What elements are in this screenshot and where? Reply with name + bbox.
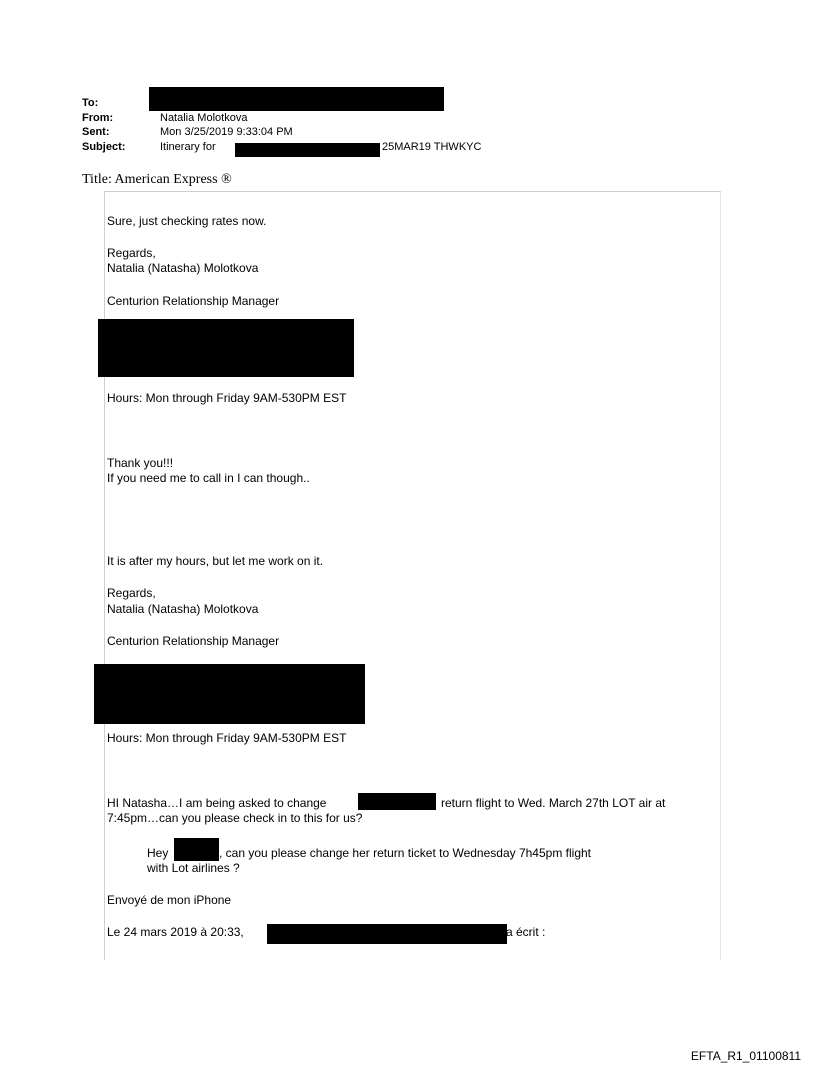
signature-name-1: Natalia (Natasha) Molotkova (107, 261, 259, 275)
redaction-to (149, 87, 444, 111)
change-ticket-line: , can you please change her return ticket to Wednesday 7h45pm flight (219, 846, 592, 860)
lot-airlines-line: with Lot airlines ? (147, 861, 240, 875)
hey-text: Hey (147, 846, 169, 860)
signature-name-2: Natalia (Natasha) Molotkova (107, 602, 259, 616)
subject-label: Subject: (82, 141, 126, 153)
hours-1: Hours: Mon through Friday 9AM-530PM EST (107, 391, 347, 405)
request-line-c: 7:45pm…can you please check in to this for us? (107, 811, 363, 825)
thank-you: Thank you!!! (107, 456, 174, 470)
redaction-signature-1 (98, 319, 354, 377)
request-line-a: HI Natasha…I am being asked to change (107, 796, 327, 810)
sent-label: Sent: (82, 126, 110, 138)
subject-prefix: Itinerary for (160, 141, 216, 153)
from-label: From: (82, 112, 114, 124)
call-in-line: If you need me to call in I can though.. (107, 471, 310, 485)
document-id-footer: EFTA_R1_01100811 (690, 1049, 801, 1063)
regards-2: Regards, (107, 586, 156, 600)
body-line-sure: Sure, just checking rates now. (107, 214, 267, 228)
to-label: To: (82, 97, 99, 109)
regards-1: Regards, (107, 246, 156, 260)
title-line: Title: American Express ® (82, 172, 232, 187)
from-value: Natalia Molotkova (160, 112, 248, 124)
a-ecrit: a écrit : (506, 925, 546, 939)
subject-suffix: 25MAR19 THWKYC (382, 141, 482, 153)
redaction-signature-2 (94, 664, 365, 724)
sent-value: Mon 3/25/2019 9:33:04 PM (160, 126, 293, 138)
redaction-name-request (358, 793, 436, 810)
redaction-name-hey (174, 838, 219, 861)
redaction-subject (235, 143, 380, 157)
signature-role-2: Centurion Relationship Manager (107, 634, 280, 648)
le-24-mars-line: Le 24 mars 2019 à 20:33, (107, 925, 244, 939)
envoye-line: Envoyé de mon iPhone (107, 893, 232, 907)
signature-role-1: Centurion Relationship Manager (107, 294, 280, 308)
hours-2: Hours: Mon through Friday 9AM-530PM EST (107, 731, 347, 745)
after-hours-line: It is after my hours, but let me work on it. (107, 554, 324, 568)
redaction-sender (267, 924, 507, 944)
request-line-b: return flight to Wed. March 27th LOT air at (441, 796, 666, 810)
